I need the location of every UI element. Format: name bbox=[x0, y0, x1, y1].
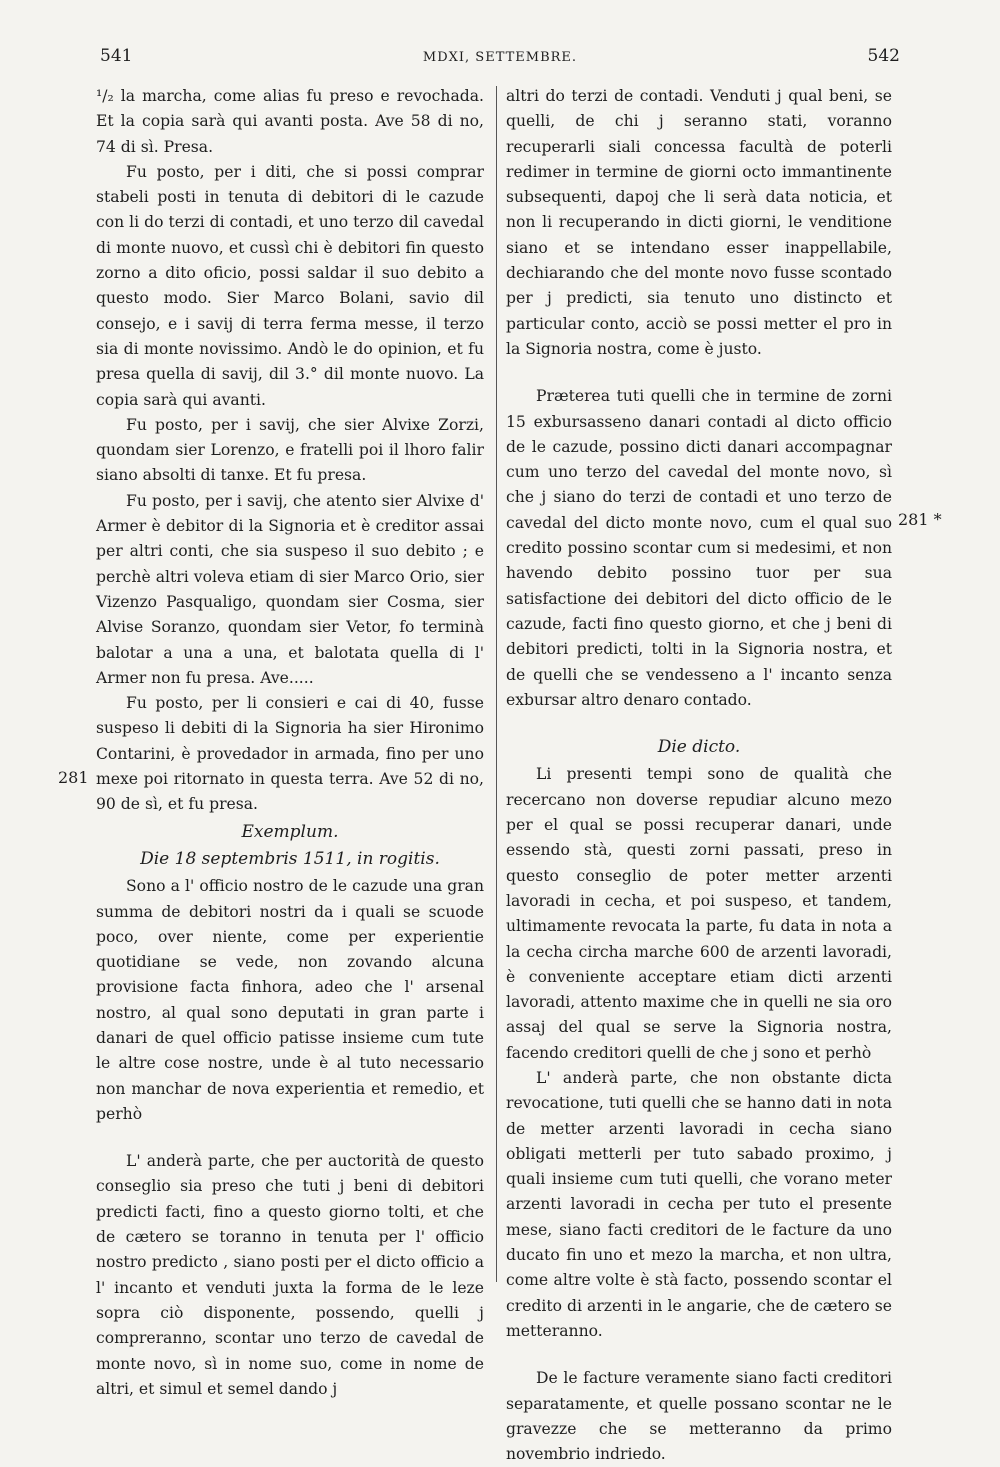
paragraph: altri do terzi de contadi. Venduti j qual beni, se quelli, de chi j seranno stati, voranno recuperarli siali concessa facultà de poterli redimer in termine de giorni octo immantinente subsequenti, dapoj che li serà data noticia, et non li recuperando in dicti giorni, le venditione siano et se intendano esser inappellabile, dechiarando che del monte novo fusse scontado per j predicti, sia tenuto uno distincto et particular conto, acciò se possi metter el pro in la Signoria nostra, come è justo. bbox=[506, 87, 892, 358]
paragraph: ¹/₂ la marcha, come alias fu preso e revochada. Et la copia sarà qui avanti posta. Ave 58 di no, 74 di sì. Presa. bbox=[96, 87, 484, 156]
running-title: MDXI, SETTEMBRE. bbox=[422, 50, 578, 65]
page-number-right: 542 bbox=[867, 46, 900, 66]
section-heading: Die 18 septembris 1511, in rogitis. bbox=[140, 848, 440, 869]
margin-note-left: 281 bbox=[58, 768, 89, 787]
column-divider bbox=[496, 86, 497, 1282]
paragraph: Fu posto, per i savij, che atento sier Alvixe d' Armer è debitor di la Signoria et è creditor assai per altri conti, che sia suspeso il suo debito ; e perchè altri voleva etiam di sier Marco Orio, sier Vizenzo Pasqualigo, quondam sier Cosma, sier Alvise Soranzo, quondam sier Vetor, fo terminà balotar a una a una, et balotata quella di l' Armer non fu presa. Ave..... bbox=[96, 491, 484, 687]
paragraph: L' anderà parte, che per auctorità de questo conseglio sia preso che tuti j beni di debitori predicti facti, fino a questo giorno tolti, et che de cætero se toranno in tenuta per l' officio nostro predicto , siano posti per el dicto officio a l' incanto et venduti juxta la forma de le leze sopra ciò disponente, possendo, quelli j compreranno, scontar uno terzo de cavedal de monte novo, sì in nome suo, come in nome de altri, et simul et semel dando j bbox=[96, 1152, 484, 1398]
page-header bbox=[96, 46, 904, 72]
left-text-column bbox=[96, 84, 484, 1402]
paragraph: Fu posto, per i diti, che si possi comprar stabeli posti in tenuta di debitori di le cazude con li do terzi di contadi, et uno terzo dil cavedal di monte nuovo, et cussì chi è debitori fin questo zorno a dito oficio, possi saldar il suo debito a questo modo. Sier Marco Bolani, savio dil consejo, e i savij di terra ferma messe, il terzo sia di monte novissimo. Andò le do opinion, et fu presa quella di savij, dil 3.° dil monte nuovo. La copia sarà qui avanti. bbox=[96, 162, 484, 409]
right-text-column bbox=[506, 84, 892, 1467]
section-heading: Exemplum. bbox=[241, 821, 339, 842]
paragraph: Fu posto, per li consieri e cai di 40, fusse suspeso li debiti di la Signoria ha sier Hironimo Contarini, è provedador in armada, fino per uno mexe poi ritornato in questa terra. Ave 52 di no, 90 de sì, et fu presa. bbox=[96, 694, 484, 814]
paragraph: Fu posto, per i savij, che sier Alvixe Zorzi, quondam sier Lorenzo, e fratelli poi il lhoro falir siano absolti di tanxe. Et fu presa. bbox=[96, 415, 484, 485]
section-heading: Die dicto. bbox=[657, 737, 741, 758]
page-number-left: 541 bbox=[100, 46, 133, 66]
paragraph: Præterea tuti quelli che in termine de zorni 15 exbursasseno danari contadi al dicto officio de le cazude, possino dicti danari accompagnar cum uno terzo del cavedal del monte novo, sì che j siano do terzi de contadi et uno terzo de cavedal del dicto monte novo, cum el qual suo credito possino scontar cum si medesimi, et non havendo debito possino tuor per sua satisfactione dei debitori del dicto officio de le cazude, facti fino questo giorno, et che j beni di debitori predicti, tolti in la Signoria nostra, et de quelli che se vendesseno a l' incanto senza exbursar altro denaro contado. bbox=[506, 387, 892, 709]
paragraph: De le facture veramente siano facti creditori separatamente, et quelle possano scontar ne le gravezze che se metteranno da primo novembrio indriedo. bbox=[506, 1369, 892, 1464]
paragraph: L' anderà parte, che non obstante dicta revocatione, tuti quelli che se hanno dati in nota de metter arzenti lavoradi in cecha siano obligati metterli per tuto sabado proximo, j quali insieme cum tuti quelli, che vorano meter arzenti lavoradi in cecha per tuto el presente mese, siano facti creditori de le facture da uno ducato fin uno et mezo la marcha, et non ultra, come altre volte è stà facto, possendo scontar el credito di arzenti in le angarie, che de cætero se metteranno. bbox=[506, 1068, 892, 1340]
margin-note-right: 281 * bbox=[898, 510, 942, 529]
paragraph: Li presenti tempi sono de qualità che recercano non doverse repudiar alcuno mezo per el qual se possi recuperar danari, unde essendo stà, questi zorni passati, preso in questo conseglio de poter metter arzenti lavoradi in cecha, et poi suspeso, et tandem, ultimamente revocata la parte, fu data in nota a la cecha circha marche 600 de arzenti lavoradi, è conveniente acceptare etiam dicti arzenti lavoradi, attento maxime che in quelli ne sia oro assaj del qual se serve la Signoria nostra, facendo creditori quelli de che j sono et perhò bbox=[506, 765, 892, 1062]
paragraph: Sono a l' officio nostro de le cazude una gran summa de debitori nostri da i quali se scuode poco, over niente, come per experientie quotidiane se vede, non zovando alcuna provisione facta finhora, adeo che l' arsenal nostro, al qual sono deputati in gran parte i danari de quel officio patisse insieme cum tute le altre cose nostre, unde è al tuto necessario non manchar de nova experientia et remedio, et perhò bbox=[96, 877, 484, 1123]
